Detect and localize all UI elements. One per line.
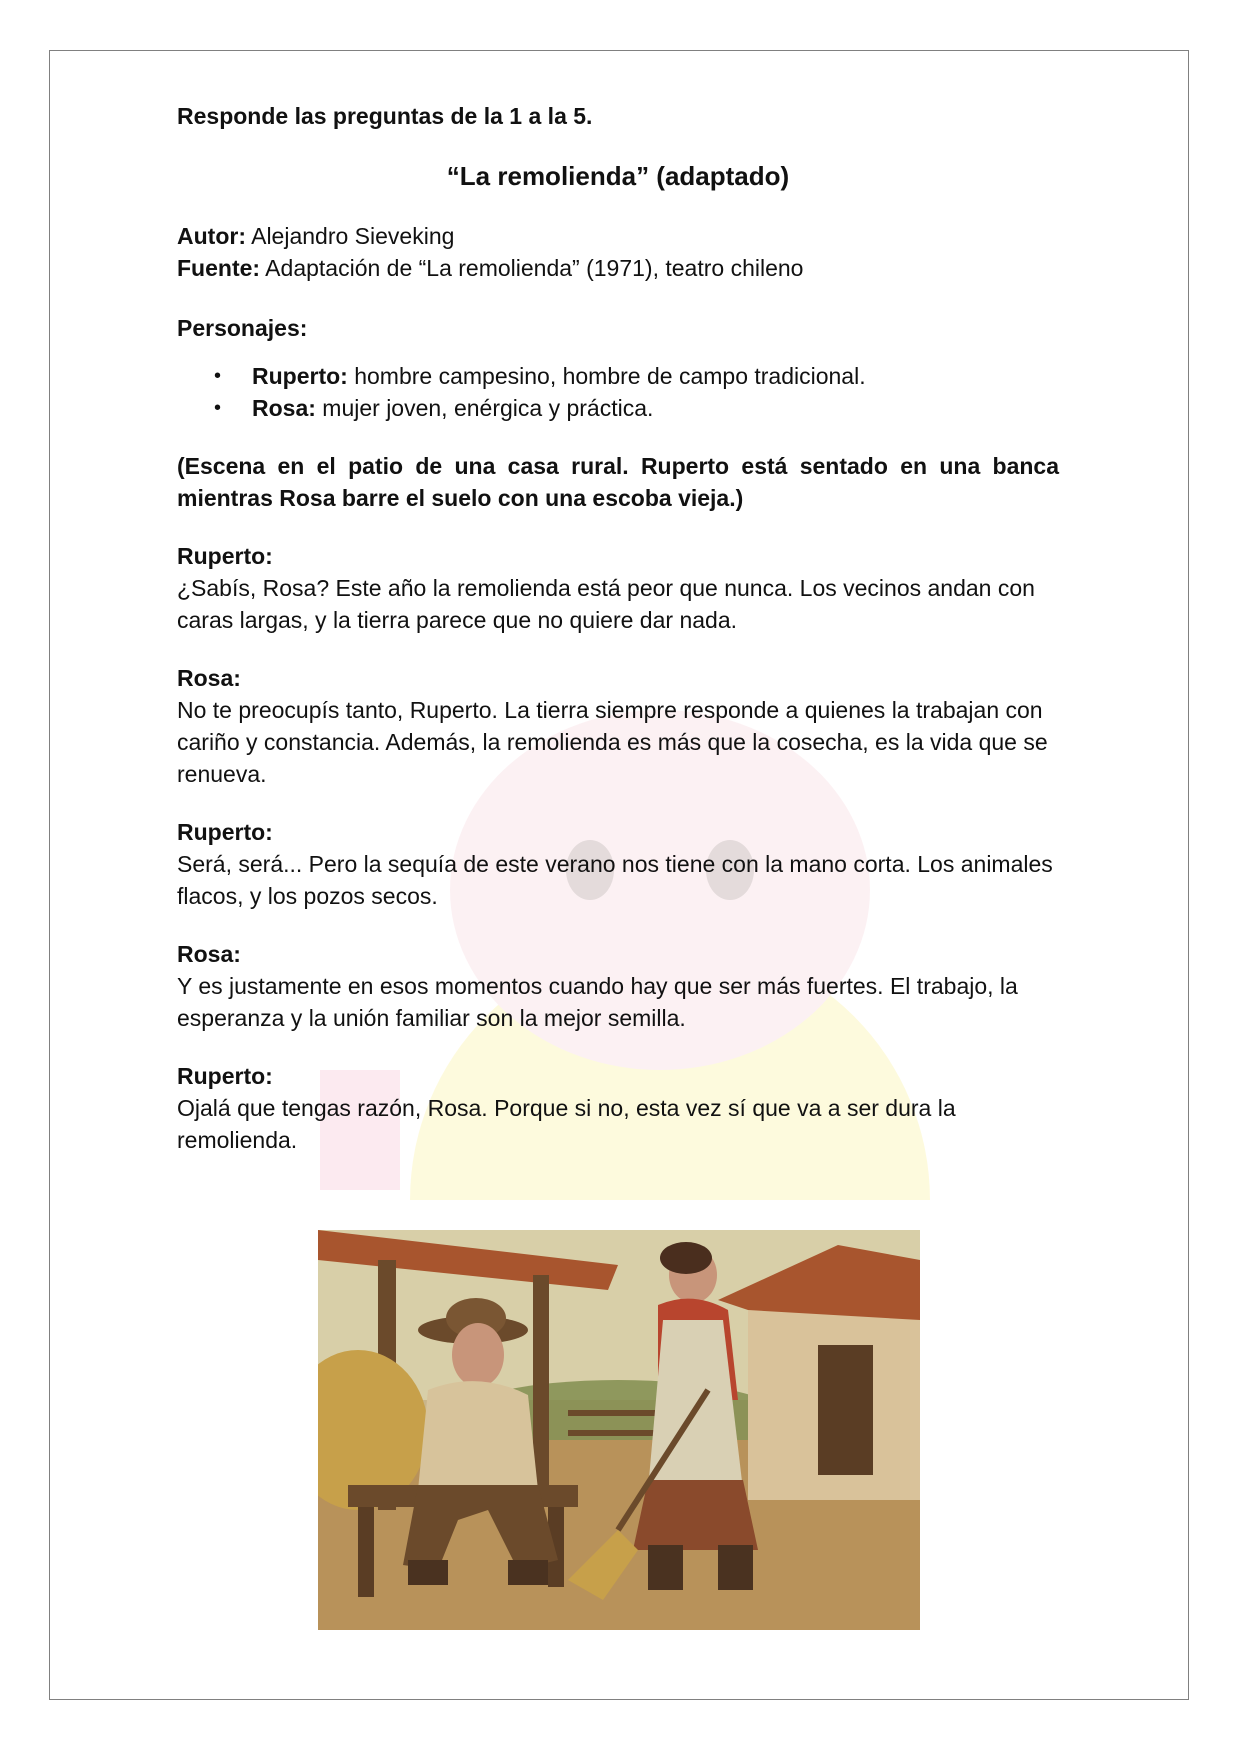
instruction-text: Responde las preguntas de la 1 a la 5. bbox=[177, 103, 593, 129]
author-value: Alejandro Sieveking bbox=[245, 223, 455, 249]
dialogue-line bbox=[177, 662, 1059, 790]
speaker-name: Ruperto: bbox=[177, 1063, 273, 1089]
source-label: Fuente: bbox=[177, 255, 261, 281]
dialogue-line bbox=[177, 540, 1059, 636]
characters-heading: Personajes: bbox=[177, 315, 308, 341]
list-item bbox=[214, 360, 1059, 392]
list-item bbox=[214, 392, 1059, 424]
speaker-name: Ruperto: bbox=[177, 819, 273, 845]
characters-list bbox=[177, 360, 1059, 424]
source-line bbox=[177, 252, 1059, 284]
speech-text: No te preocupís tanto, Ruperto. La tierra siempre responde a quienes la trabajan con cariño y constancia. Además, la remolienda es más que la cosecha, es la vida que se renueva. bbox=[177, 697, 1048, 787]
speaker-name: Ruperto: bbox=[177, 543, 273, 569]
document-content bbox=[177, 100, 1059, 1182]
author-line bbox=[177, 220, 1059, 252]
dialogue-line bbox=[177, 938, 1059, 1034]
story-title: “La remolienda” (adaptado) bbox=[446, 161, 790, 191]
metadata-block bbox=[177, 220, 1059, 284]
character-desc: mujer joven, enérgica y práctica. bbox=[315, 395, 654, 421]
character-name: Ruperto: bbox=[252, 363, 348, 389]
stage-direction: (Escena en el patio de una casa rural. Ruperto está sentado en una banca mientras Rosa barre el suelo con una escoba vieja.) bbox=[177, 453, 1059, 511]
speech-text: Será, será... Pero la sequía de este verano nos tiene con la mano corta. Los animales flacos, y los pozos secos. bbox=[177, 851, 1053, 909]
character-name: Rosa: bbox=[252, 395, 316, 421]
speech-text: Y es justamente en esos momentos cuando hay que ser más fuertes. El trabajo, la esperanza y la unión familiar son la mejor semilla. bbox=[177, 973, 1018, 1031]
bullet-icon: • bbox=[214, 397, 222, 419]
dialogue-line bbox=[177, 1060, 1059, 1156]
source-value: Adaptación de “La remolienda” (1971), teatro chileno bbox=[260, 255, 804, 281]
farm-scene-illustration bbox=[318, 1230, 920, 1630]
speech-text: Ojalá que tengas razón, Rosa. Porque si no, esta vez sí que va a ser dura la remolienda. bbox=[177, 1095, 956, 1153]
character-desc: hombre campesino, hombre de campo tradicional. bbox=[347, 363, 866, 389]
bullet-icon: • bbox=[214, 365, 222, 387]
speaker-name: Rosa: bbox=[177, 665, 241, 691]
dialogue-line bbox=[177, 816, 1059, 912]
author-label: Autor: bbox=[177, 223, 246, 249]
speech-text: ¿Sabís, Rosa? Este año la remolienda está peor que nunca. Los vecinos andan con caras largas, y la tierra parece que no quiere dar nada. bbox=[177, 575, 1035, 633]
speaker-name: Rosa: bbox=[177, 941, 241, 967]
